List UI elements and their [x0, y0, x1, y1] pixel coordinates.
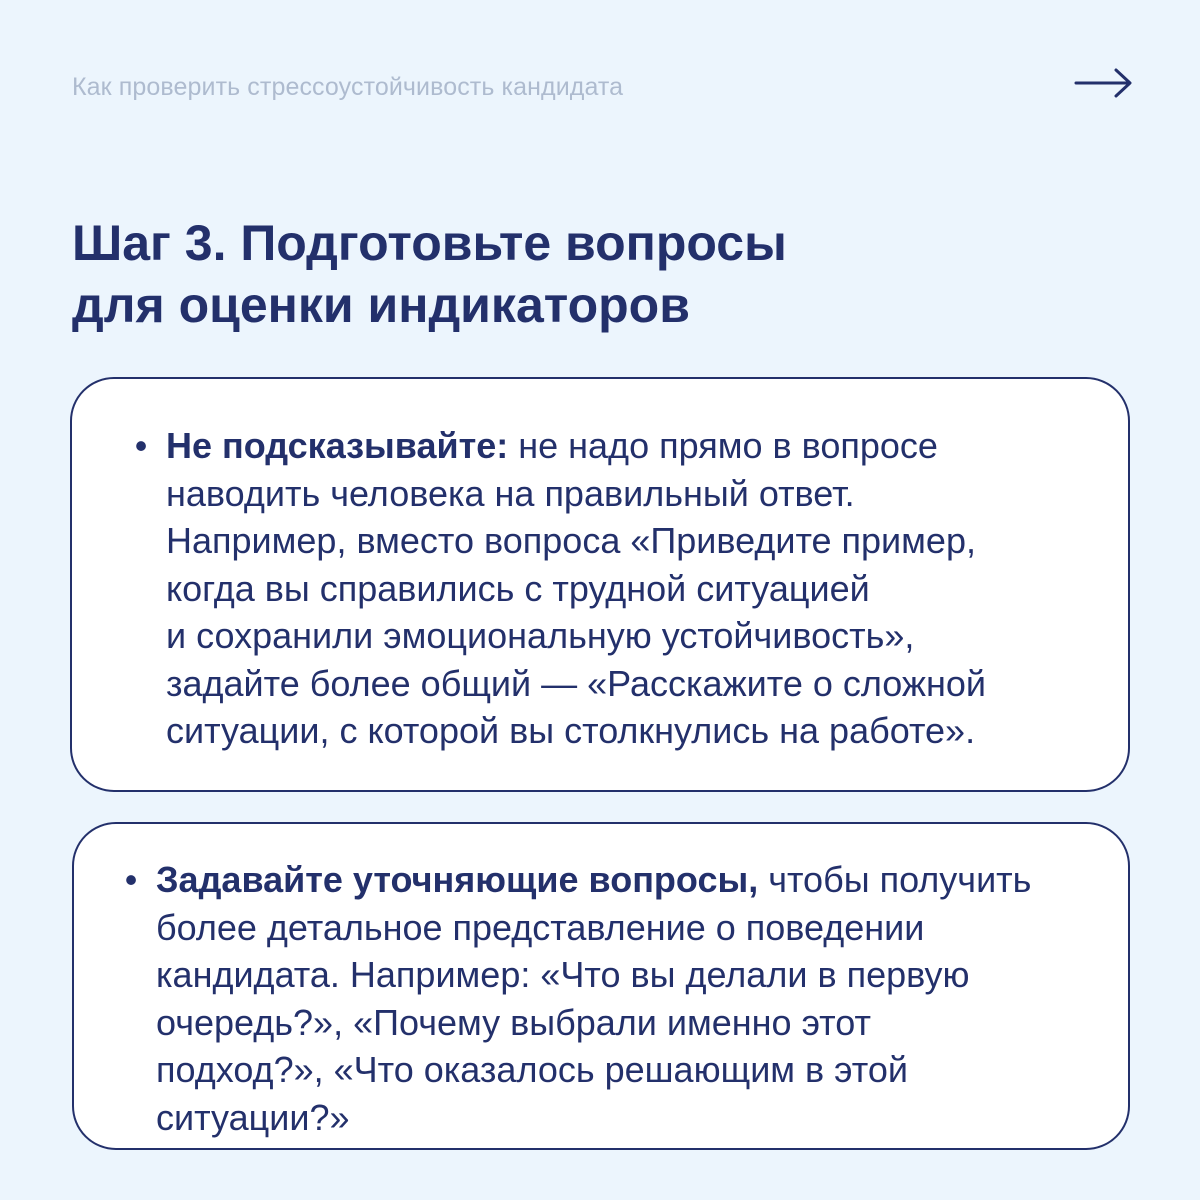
- list-item-line: более детальное представление о поведении: [156, 906, 925, 948]
- breadcrumb: Как проверить стрессоустойчивость кандидата: [72, 73, 624, 101]
- page-title: [72, 212, 1072, 336]
- list-item-line: очередь?», «Почему выбрали именно этот: [156, 1001, 871, 1043]
- list-item-line: наводить человека на правильный ответ.: [166, 472, 855, 514]
- list-item-line: Например, вместо вопроса «Приведите пример,: [166, 520, 976, 561]
- list-item-line: задайте более общий — «Расскажите о сложной: [166, 662, 987, 704]
- tip-card-no-hints: [70, 377, 1130, 792]
- list-item-line: когда вы справились с трудной ситуацией: [166, 567, 870, 609]
- bullet-icon: •: [124, 859, 138, 900]
- list-item-bold-lead: Не подсказывайте:: [166, 425, 509, 466]
- bullet-icon: •: [134, 425, 148, 466]
- list-item-line: и сохранили эмоциональную устойчивость»,: [166, 615, 915, 656]
- list-item: [124, 856, 1032, 1141]
- list-item-text: чтобы получить: [758, 859, 1032, 900]
- list-item-line: подход?», «Что оказалось решающим в этой: [156, 1049, 908, 1090]
- list-item-text: не надо прямо в вопросе: [508, 425, 938, 466]
- list-item-line: ситуации?»: [156, 1096, 350, 1138]
- list-item: [134, 422, 987, 755]
- page-title-line-1: Шаг 3. Подготовьте вопросы: [72, 215, 787, 271]
- tip-card-clarifying-questions: [72, 822, 1130, 1150]
- next-slide-button[interactable]: [1074, 66, 1134, 100]
- list-item-bold-lead: Задавайте уточняющие вопросы,: [156, 859, 759, 900]
- list-item-line: ситуации, с которой вы столкнулись на работе».: [166, 710, 976, 751]
- list-item-line: [166, 422, 986, 470]
- arrow-right-icon: [1074, 66, 1134, 100]
- page-title-line-2: для оценки индикаторов: [72, 277, 690, 333]
- list-item-line: кандидата. Например: «Что вы делали в первую: [156, 954, 970, 995]
- list-item-line: [156, 856, 1031, 904]
